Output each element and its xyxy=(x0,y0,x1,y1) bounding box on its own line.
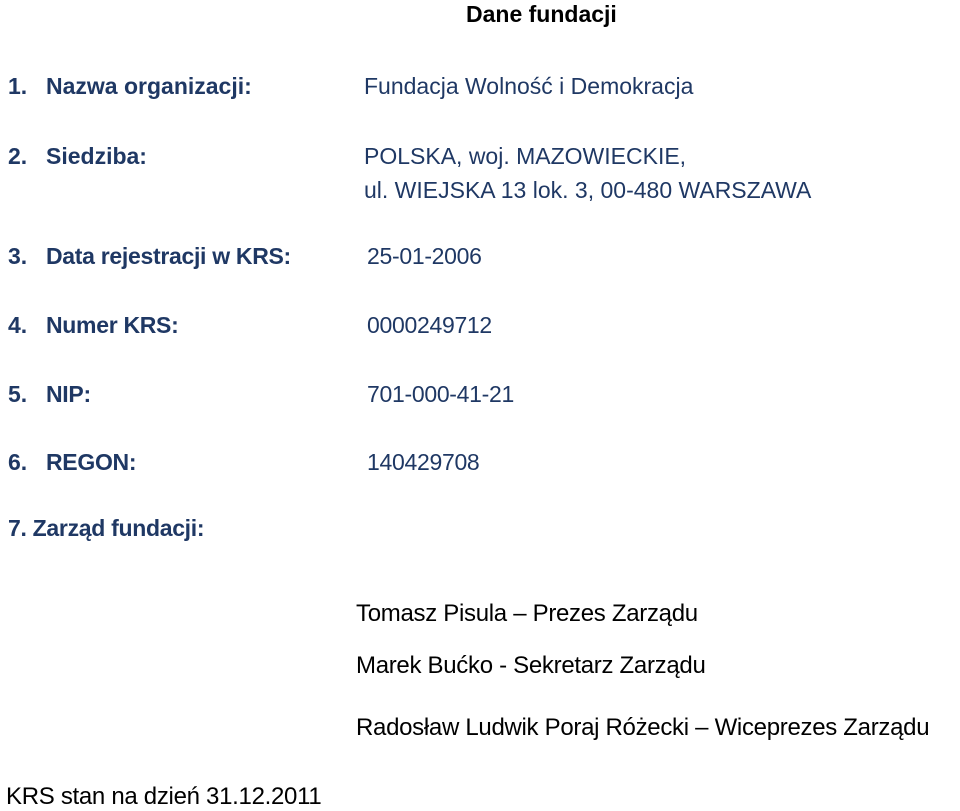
field-label-nip: NIP: xyxy=(46,381,91,407)
board-member-2: Marek Bućko - Sekretarz Zarządu xyxy=(356,652,706,679)
field-label-krs-number: Numer KRS: xyxy=(46,312,179,338)
field-label-name: Nazwa organizacji: xyxy=(46,73,252,99)
board-heading: 7. Zarząd fundacji: xyxy=(8,515,205,541)
field-number-3: 3. xyxy=(8,243,28,269)
footer-krs-status: KRS stan na dzień 31.12.2011 xyxy=(6,783,322,810)
field-value-name: Fundacja Wolność i Demokracja xyxy=(364,73,694,99)
field-label-registration-date: Data rejestracji w KRS: xyxy=(46,243,291,269)
field-value-registration-date: 25-01-2006 xyxy=(367,243,482,269)
page-title: Dane fundacji xyxy=(466,1,617,27)
field-value-seat-line2: ul. WIEJSKA 13 lok. 3, 00-480 WARSZAWA xyxy=(364,177,812,203)
field-label-regon: REGON: xyxy=(46,449,137,475)
field-number-5: 5. xyxy=(8,381,28,407)
field-value-krs-number: 0000249712 xyxy=(367,312,492,338)
field-number-6: 6. xyxy=(8,449,28,475)
field-number-4: 4. xyxy=(8,312,28,338)
field-number-1: 1. xyxy=(8,73,28,99)
board-member-1: Tomasz Pisula – Prezes Zarządu xyxy=(356,600,698,627)
field-value-regon: 140429708 xyxy=(367,449,480,475)
field-number-2: 2. xyxy=(8,143,28,169)
field-value-seat-line1: POLSKA, woj. MAZOWIECKIE, xyxy=(364,143,687,169)
field-value-nip: 701-000-41-21 xyxy=(367,381,514,407)
board-member-3: Radosław Ludwik Poraj Różecki – Wiceprezes Zarządu xyxy=(356,714,930,741)
field-label-seat: Siedziba: xyxy=(46,143,147,169)
